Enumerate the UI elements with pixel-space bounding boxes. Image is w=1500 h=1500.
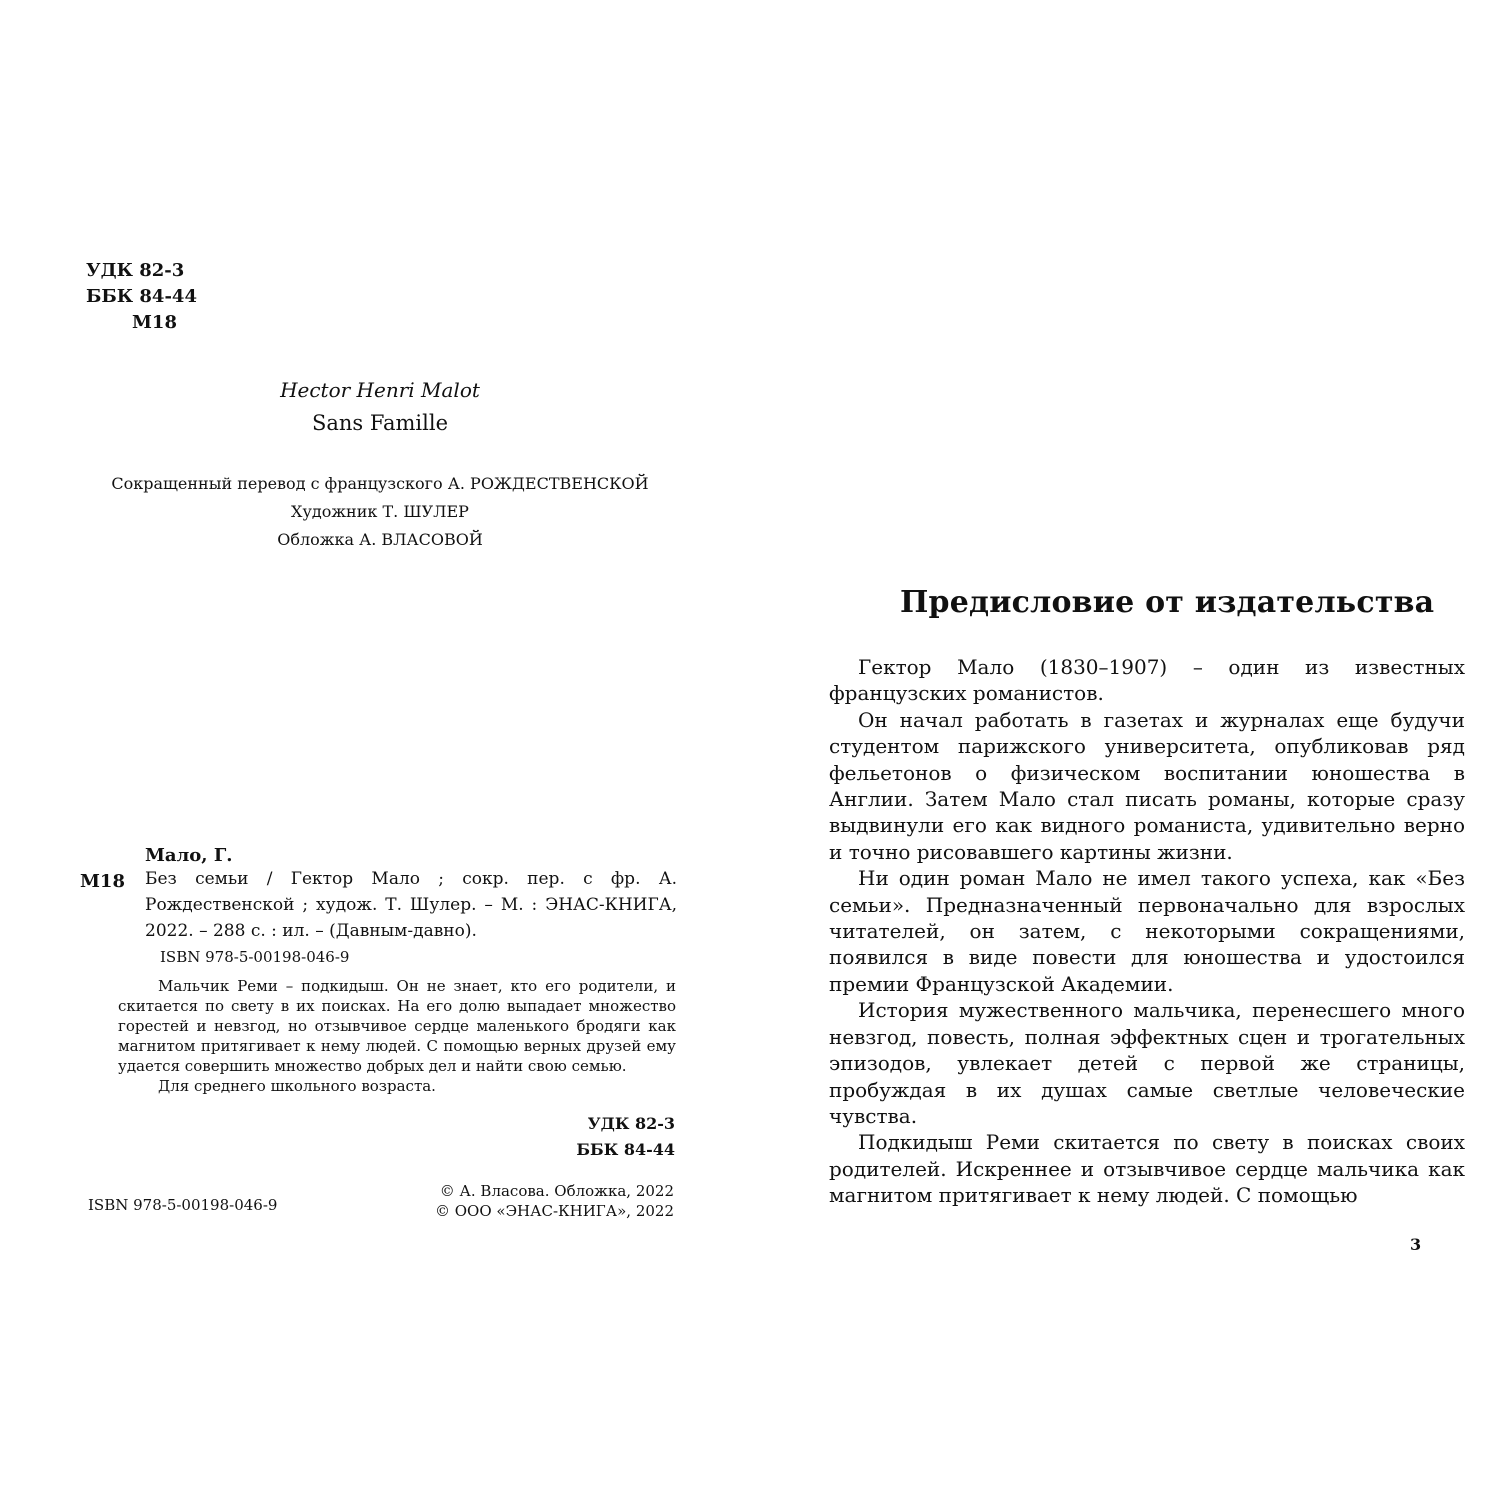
catalog-codes <box>86 258 197 336</box>
original-author: Hector Henri Malot <box>280 378 480 402</box>
card-author: Мало, Г. <box>145 845 233 866</box>
preface-heading: Предисловие от издательства <box>900 585 1435 620</box>
udk-code: УДК 82-3 <box>86 260 185 281</box>
isbn-bottom: ISBN 978-5-00198-046-9 <box>88 1196 278 1214</box>
card-bbk: ББК 84-44 <box>576 1140 675 1159</box>
card-isbn: ISBN 978-5-00198-046-9 <box>160 948 350 966</box>
author-mark: М18 <box>132 312 177 333</box>
card-codes <box>520 1111 675 1163</box>
card-annotation <box>118 976 676 1096</box>
preface-body <box>829 654 1465 1209</box>
paragraph: Он начал работать в газетах и журналах еще будучи студентом парижского университета, опубликовав ряд фельетонов о физическом воспитании юношества в Англии. Затем Мало стал писать романы, которые сразу выдвинули его как видного романиста, удивительно верно и точно рисовавшего картины жизни. <box>829 707 1465 864</box>
copyright-publisher: © ООО «ЭНАС-КНИГА», 2022 <box>434 1202 674 1220</box>
card-udk: УДК 82-3 <box>587 1114 675 1133</box>
paragraph: Ни один роман Мало не имел такого успеха, как «Без семьи». Предназначенный первоначально для взрослых читателей, он затем, с некоторыми сокращениями, появился в виде повести для юношества и удостоился премии Французской Академии. <box>829 866 1465 996</box>
right-page <box>750 0 1500 1500</box>
annotation-text: Мальчик Реми – подкидыш. Он не знает, кто его родители, и скитается по свету в их поисках. На его долю выпадает множество горестей и невзгод, но отзывчивое сердце маленького бродяги как магнитом притягивает к нему людей. С помощью верных друзей ему удается совершить множество добрых дел и найти свою семью. <box>118 977 676 1075</box>
card-description <box>145 866 677 944</box>
age-note: Для среднего школьного возраста. <box>158 1077 436 1095</box>
copyrights <box>380 1181 674 1221</box>
page-number: 3 <box>1410 1235 1422 1254</box>
card-index: М18 <box>80 871 125 892</box>
card-description-text: Без семьи / Гектор Мало ; сокр. пер. с фр. А. Рождественской ; худож. Т. Шулер. – М. : ЭНАС-КНИГА, 2022. – 288 с. : ил. – (Давным-давно). <box>145 869 677 941</box>
paragraph: Гектор Мало (1830–1907) – один из известных французских романистов. <box>829 655 1465 706</box>
credits <box>0 470 760 554</box>
paragraph: История мужественного мальчика, перенесшего много невзгод, повесть, полная эффектных сцен и трогательных эпизодов, увлекает детей с первой же страницы, пробуждая в их душах самые светлые человеческие чувства. <box>829 998 1465 1128</box>
cover-credit: Обложка А. ВЛАСОВОЙ <box>277 530 483 549</box>
bbk-code: ББК 84-44 <box>86 286 197 307</box>
illustrator-credit: Художник Т. ШУЛЕР <box>291 502 469 521</box>
original-title: Sans Famille <box>311 411 449 435</box>
copyright-cover: © А. Власова. Обложка, 2022 <box>439 1182 674 1200</box>
paragraph: Подкидыш Реми скитается по свету в поисках своих родителей. Искреннее и отзывчивое сердце мальчика как магнитом притягивает к нему людей. С помощью <box>829 1130 1465 1208</box>
translation-credit: Сокращенный перевод с французского А. РОЖДЕСТВЕНСКОЙ <box>111 474 649 493</box>
